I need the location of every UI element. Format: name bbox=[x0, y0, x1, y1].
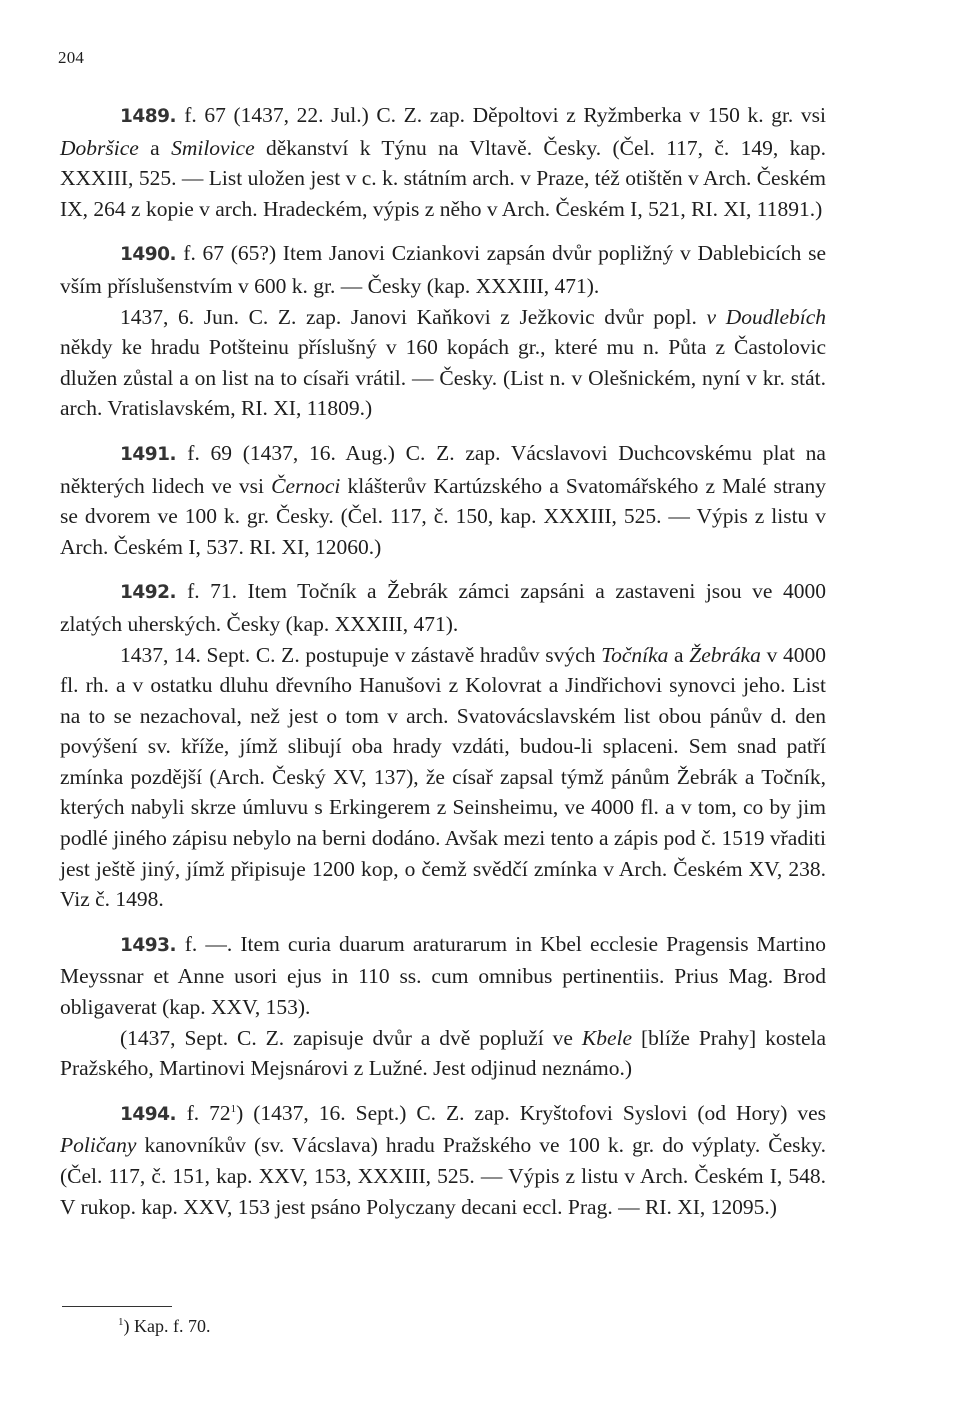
entry-1492 bbox=[60, 576, 826, 915]
entry-note-paragraph bbox=[60, 640, 826, 915]
text-run: [blíže Prahy] kostela Pražského, Martinovi Mejsnárovi z Lužné. Jest odjinud neznámo.) bbox=[60, 1025, 826, 1081]
italic-place-name: Žebráka bbox=[689, 642, 761, 667]
entry-1489 bbox=[60, 100, 826, 224]
entry-number: 1493. bbox=[120, 934, 185, 956]
footnote-reference: 1 bbox=[230, 1102, 237, 1115]
entry-paragraph bbox=[60, 238, 826, 301]
footnote-text: ) Kap. f. 70. bbox=[123, 1316, 211, 1336]
text-run: a bbox=[138, 135, 172, 160]
text-run: v 4000 fl. rh. a v ostatku dluhu dřevního Hanušovi z Kolovrat a Jindřichovi synovci jeho. List na to se nezachoval, než jest o tom v arch. Svatovácslavském list obou pánův d. den povýšení sv. kříže, jímž slibují oba hrady vzdáti, budou-li splaceni. Sem snad patří zmínka pozdější (Arch. Český XV, 137), že císař zapsal týmž pánům Žebrák a Točník, kterých nabyli skrze úmluvu s Erkingerem z Seinsheimu, ve 4000 fl. a v tom, co by jim podlé jiného zápisu nebylo na berni dodáno. Avšak mezi tento a zápis pod č. 1519 vřaditi jest ještě jiný, jímž připisuje 1200 kop, o čemž svědčí zmínka v Arch. Českém XV, 238. Viz č. 1498. bbox=[60, 642, 826, 912]
italic-place-name: v Doudlebích bbox=[706, 304, 826, 329]
text-run: f. 67 (1437, 22. Jul.) C. Z. zap. Děpoltovi z Ryžmberka v 150 k. gr. vsi bbox=[184, 103, 826, 127]
italic-place-name: Černoci bbox=[271, 473, 341, 498]
italic-place-name: Kbele bbox=[581, 1025, 633, 1050]
entry-note-paragraph bbox=[60, 1023, 826, 1084]
text-run: 1437, 14. Sept. C. Z. postupuje v zástavě hradův svých bbox=[120, 642, 602, 667]
entry-paragraph bbox=[60, 1098, 826, 1222]
text-run: f. 72 bbox=[186, 1100, 231, 1125]
text-run: kanovníkův (sv. Vácslava) hradu Pražského ve 100 k. gr. do výplaty. Česky. (Čel. 117, č. 151, kap. XXV, 153, XXXIII, 525. — Výpis z listu v Arch. Českém I, 548. V rukop. kap. XXV, 153 jest psáno Polyczany decani eccl. Prag. — RI. XI, 12095.) bbox=[60, 1133, 826, 1219]
main-text bbox=[60, 100, 826, 1222]
text-run: f. —. Item curia duarum araturarum in Kbel ecclesie Pragensis Martino Meyssnar et Anne usori ejus in 110 ss. cum omnibus pertinentiis. Prius Mag. Brod obligaverat (kap. XXV, 153). bbox=[60, 931, 826, 1020]
entry-number: 1492. bbox=[120, 582, 188, 604]
footnote-divider bbox=[62, 1306, 172, 1307]
text-run: děkanství k Týnu na Vltavě. Česky. (Čel. 117, č. 149, kap. XXXIII, 525. — List uložen jest v c. k. státním arch. v Praze, též otištěn v Arch. Českém IX, 264 z kopie v arch. Hradeckém, výpis z něho v Arch. Českém I, 521, RI. XI, 11891.) bbox=[60, 135, 827, 221]
entry-paragraph bbox=[60, 100, 826, 224]
entry-1491 bbox=[60, 438, 826, 562]
text-run: 1437, 6. Jun. C. Z. zap. Janovi Kaňkovi z Ježkovic dvůr popl. bbox=[120, 304, 707, 329]
entry-paragraph bbox=[60, 576, 826, 639]
italic-place-name: Poličany bbox=[60, 1133, 137, 1158]
text-run: a bbox=[668, 642, 690, 667]
text-run: f. 71. Item Točník a Žebrák zámci zapsáni a zastaveni jsou ve 4000 zlatých uherských. Česky (kap. XXXIII, 471). bbox=[60, 579, 826, 636]
entry-1493 bbox=[60, 929, 826, 1084]
text-run: f. 67 (65?) Item Janovi Cziankovi zapsán dvůr popližný v Dablebicích se vším příslušenstvím v 600 k. gr. — Česky (kap. XXXIII, 471). bbox=[60, 241, 826, 298]
entry-paragraph bbox=[60, 929, 826, 1023]
entry-1494 bbox=[60, 1098, 826, 1222]
italic-place-name: Točníka bbox=[601, 642, 669, 667]
footnote bbox=[118, 1316, 210, 1337]
entry-note-paragraph bbox=[60, 302, 826, 424]
text-run: f. 69 (1437, 16. Aug.) C. Z. zap. Vácslavovi Duchcovskému plat na některých lidech ve vsi bbox=[60, 440, 826, 498]
entry-number: 1490. bbox=[120, 244, 184, 266]
text-run: klášterův Kartúzského a Svatomářského z Malé strany se dvorem ve 100 k. gr. Česky. (Čel. 117, č. 150, kap. XXXIII, 525. — Výpis z listu v Arch. Českém I, 537. RI. XI, 12060.) bbox=[60, 473, 826, 559]
italic-place-name: Dobršice bbox=[60, 135, 139, 160]
entry-paragraph bbox=[60, 438, 826, 562]
text-run: někdy ke hradu Potšteinu příslušný v 160 kopách gr., které mu n. Půta z Častolovic dlužen zůstal a on list na to císaři vrátil. — Česky. (List n. v Olešnickém, nyní v kr. stát. arch. Vratislavském, RI. XI, 11809.) bbox=[60, 335, 826, 421]
text-run: ) (1437, 16. Sept.) C. Z. zap. Kryštofovi Syslovi (od Hory) ves bbox=[236, 1100, 826, 1125]
entry-number: 1491. bbox=[120, 443, 188, 465]
entry-number: 1489. bbox=[120, 106, 185, 127]
entry-1490 bbox=[60, 238, 826, 424]
footnote-marker: 1 bbox=[118, 1316, 124, 1328]
text-run: (1437, Sept. C. Z. zapisuje dvůr a dvě popluží ve bbox=[120, 1025, 582, 1050]
italic-place-name: Smilovice bbox=[171, 135, 255, 160]
entry-number: 1494. bbox=[120, 1103, 187, 1125]
page-number: 204 bbox=[58, 48, 85, 67]
